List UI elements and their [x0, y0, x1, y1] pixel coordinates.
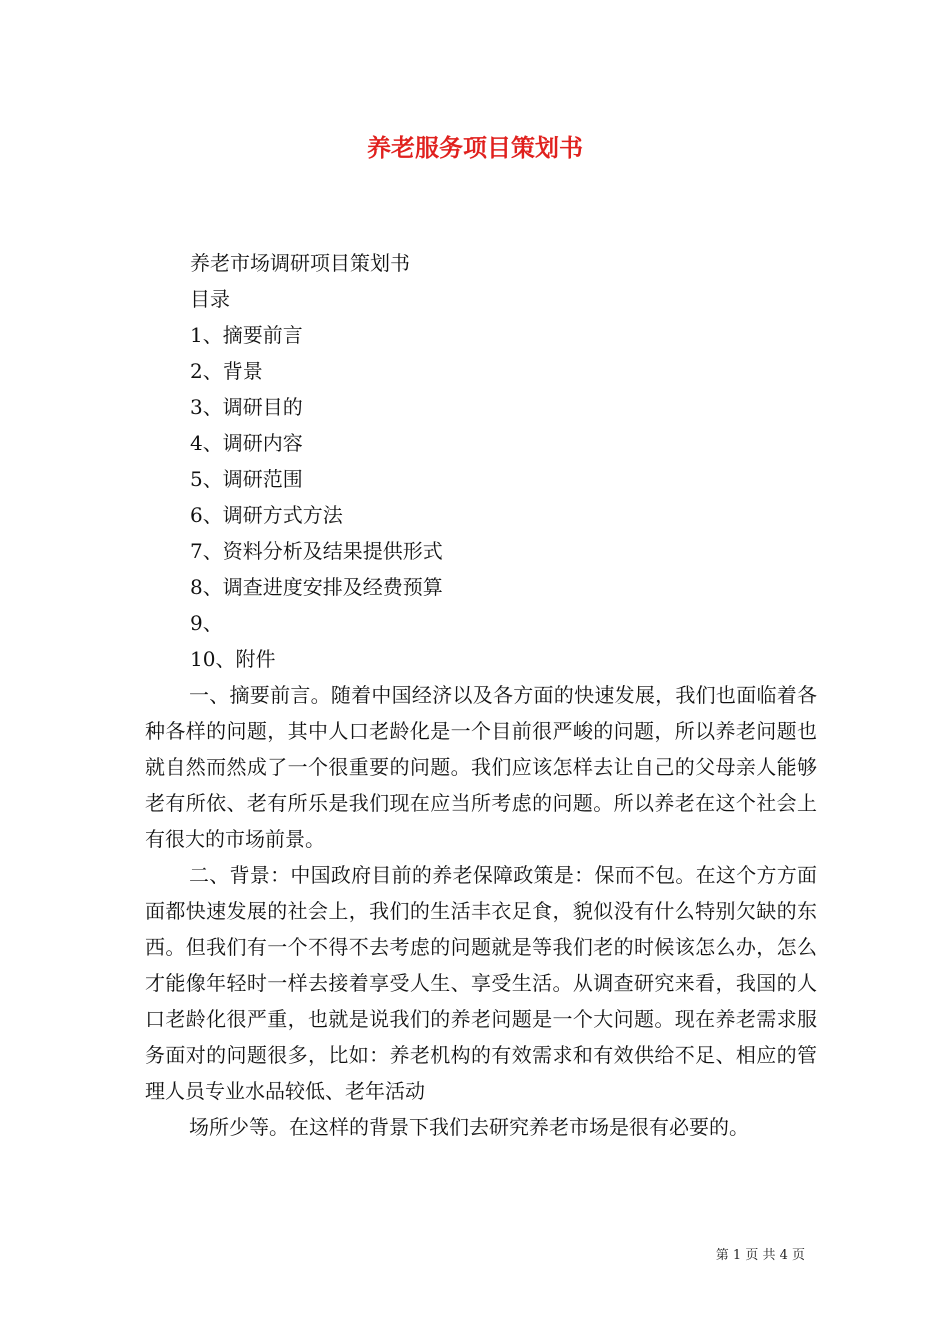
toc-item: 2、背景	[190, 359, 263, 383]
toc-item: 8、调查进度安排及经费预算	[190, 575, 443, 599]
page-footer: 第 1 页 共 4 页	[715, 1248, 805, 1263]
page-title: 养老服务项目策划书	[367, 133, 583, 162]
paragraph-background: 二、背景：中国政府目前的养老保障政策是：保而不包。在这个方方面面都快速发展的社会上，我们的生活丰衣足食，貌似没有什么特别欠缺的东西。但我们有一个不得不去考虑的问题就是等我们老的时候该怎么办，怎么才能像年轻时一样去接着享受人生、享受生活。从调查研究来看，我国的人口老龄化很严重，也就是说我们的养老问题是一个大问题。现在养老需求服务面对的问题很多，比如：养老机构的有效需求和有效供给不足、相应的管理人员专业水品较低、老年活动	[145, 863, 817, 1103]
toc-item: 3、调研目的	[190, 395, 303, 419]
paragraph-background-continued: 场所少等。在这样的背景下我们去研究养老市场是很有必要的。	[189, 1115, 749, 1139]
toc-item: 5、调研范围	[190, 467, 303, 491]
document-subtitle: 养老市场调研项目策划书	[190, 251, 410, 275]
toc-item: 9、	[190, 611, 223, 635]
toc-item: 7、资料分析及结果提供形式	[190, 539, 443, 563]
toc-item: 10、附件	[190, 647, 276, 671]
paragraph-summary: 一、摘要前言。随着中国经济以及各方面的快速发展，我们也面临着各种各样的问题，其中人口老龄化是一个目前很严峻的问题，所以养老问题也就自然而然成了一个很重要的问题。我们应该怎样去让自己的父母亲人能够老有所依、老有所乐是我们现在应当所考虑的问题。所以养老在这个社会上有很大的市场前景。	[145, 683, 817, 851]
toc-heading: 目录	[190, 287, 230, 311]
toc-item: 6、调研方式方法	[190, 503, 343, 527]
table-of-contents	[190, 281, 443, 677]
body-text	[145, 677, 817, 1145]
toc-item: 4、调研内容	[190, 431, 303, 455]
toc-item: 1、摘要前言	[190, 323, 303, 347]
